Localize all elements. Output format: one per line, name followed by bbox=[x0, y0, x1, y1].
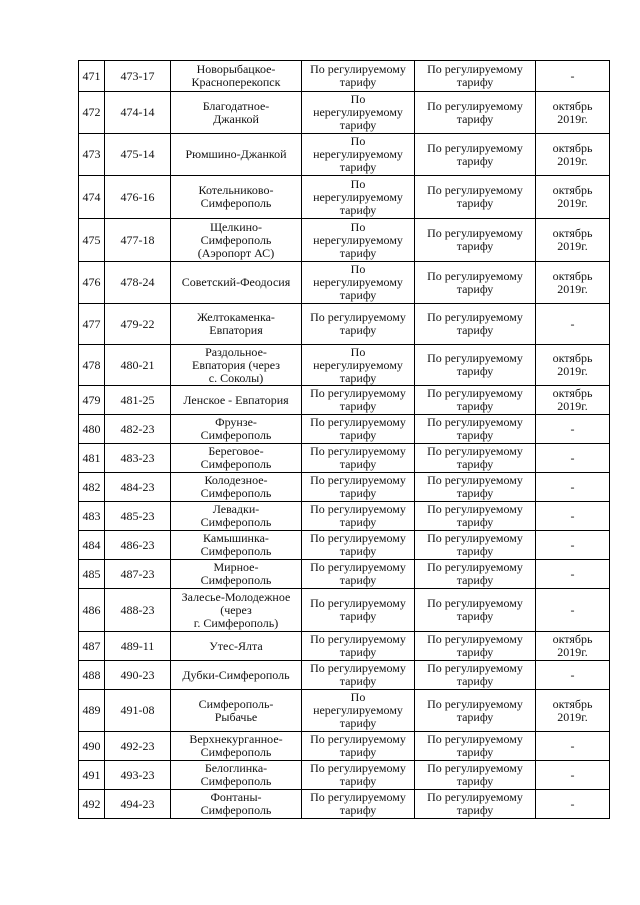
route-name-cell-text: Камышинка- Симферополь bbox=[200, 531, 272, 558]
route-code-cell bbox=[105, 262, 171, 304]
row-number-cell-text: 471 bbox=[82, 68, 101, 83]
table-row bbox=[79, 732, 610, 761]
tariff-b-cell bbox=[415, 345, 536, 386]
date-cell-text: октябрь 2019г. bbox=[552, 268, 593, 296]
route-code-cell-text: 492-23 bbox=[120, 738, 155, 753]
route-name-cell-text: Рюмшино-Джанкой bbox=[185, 147, 287, 161]
route-code-cell bbox=[105, 531, 171, 560]
route-code-cell bbox=[105, 502, 171, 531]
tariff-a-cell-text: По регулируемому тарифу bbox=[310, 386, 406, 413]
tariff-b-cell-text: По регулируемому тарифу bbox=[427, 531, 523, 558]
route-name-cell-text: Белоглинка- Симферополь bbox=[200, 761, 272, 788]
route-name-cell bbox=[171, 444, 302, 473]
table-row bbox=[79, 444, 610, 473]
route-name-cell bbox=[171, 761, 302, 790]
table-row bbox=[79, 502, 610, 531]
routes-table-body bbox=[79, 61, 610, 819]
tariff-b-cell-text: По регулируемому тарифу bbox=[427, 560, 523, 587]
tariff-b-cell bbox=[415, 632, 536, 661]
route-code-cell bbox=[105, 473, 171, 502]
date-cell bbox=[536, 386, 610, 415]
tariff-a-cell-text: По нерегулируемому тарифу bbox=[313, 134, 403, 174]
route-code-cell-text: 485-23 bbox=[120, 508, 155, 523]
tariff-b-cell-text: По регулируемому тарифу bbox=[427, 62, 523, 89]
route-name-cell bbox=[171, 661, 302, 690]
route-code-cell-text: 490-23 bbox=[120, 667, 155, 682]
date-cell-text: октябрь 2019г. bbox=[552, 632, 593, 659]
date-cell bbox=[536, 92, 610, 134]
route-code-cell bbox=[105, 790, 171, 819]
table-row bbox=[79, 345, 610, 386]
date-cell-text: - bbox=[570, 537, 575, 552]
tariff-a-cell bbox=[302, 262, 415, 304]
row-number-cell bbox=[79, 444, 105, 473]
route-code-cell-text: 477-18 bbox=[120, 232, 155, 247]
route-name-cell bbox=[171, 589, 302, 632]
row-number-cell-text: 476 bbox=[82, 275, 101, 289]
tariff-b-cell-text: По регулируемому тарифу bbox=[427, 415, 523, 442]
date-cell-text: - bbox=[570, 479, 575, 494]
row-number-cell bbox=[79, 386, 105, 415]
date-cell-text: октябрь 2019г. bbox=[552, 226, 593, 253]
tariff-b-cell-text: По регулируемому тарифу bbox=[427, 386, 523, 413]
route-code-cell-text: 480-21 bbox=[120, 357, 155, 372]
row-number-cell bbox=[79, 134, 105, 176]
route-name-cell-text: Колодезное- Симферополь bbox=[200, 473, 272, 500]
row-number-cell bbox=[79, 92, 105, 134]
tariff-a-cell-text: По нерегулируемому тарифу bbox=[313, 690, 403, 730]
route-code-cell-text: 486-23 bbox=[120, 537, 155, 552]
route-code-cell-text: 489-11 bbox=[120, 638, 155, 653]
date-cell-text: - bbox=[570, 450, 575, 465]
table-row bbox=[79, 690, 610, 732]
tariff-a-cell-text: По регулируемому тарифу bbox=[310, 790, 406, 817]
table-row bbox=[79, 761, 610, 790]
tariff-b-cell-text: По регулируемому тарифу bbox=[427, 596, 523, 623]
tariff-a-cell bbox=[302, 61, 415, 92]
route-code-cell-text: 479-22 bbox=[120, 316, 155, 331]
route-name-cell-text: Желтокаменка- Евпатория bbox=[197, 310, 275, 337]
row-number-cell bbox=[79, 473, 105, 502]
date-cell bbox=[536, 560, 610, 589]
table-row bbox=[79, 415, 610, 444]
route-code-cell bbox=[105, 345, 171, 386]
tariff-a-cell bbox=[302, 473, 415, 502]
route-name-cell-text: Дубки-Симферополь bbox=[182, 667, 290, 682]
tariff-a-cell-text: По регулируемому тарифу bbox=[310, 473, 406, 500]
tariff-b-cell-text: По регулируемому тарифу bbox=[427, 790, 523, 817]
route-name-cell bbox=[171, 473, 302, 502]
route-code-cell bbox=[105, 92, 171, 134]
row-number-cell-text: 491 bbox=[82, 767, 101, 782]
tariff-b-cell bbox=[415, 134, 536, 176]
route-name-cell-text: Советский-Феодосия bbox=[181, 275, 291, 289]
date-cell-text: - bbox=[570, 508, 575, 523]
route-code-cell-text: 473-17 bbox=[120, 68, 155, 83]
date-cell bbox=[536, 219, 610, 262]
tariff-a-cell bbox=[302, 661, 415, 690]
date-cell bbox=[536, 61, 610, 92]
tariff-b-cell bbox=[415, 444, 536, 473]
tariff-a-cell bbox=[302, 444, 415, 473]
row-number-cell bbox=[79, 61, 105, 92]
tariff-a-cell-text: По регулируемому тарифу bbox=[310, 62, 406, 89]
table-row bbox=[79, 219, 610, 262]
route-code-cell bbox=[105, 176, 171, 219]
row-number-cell bbox=[79, 589, 105, 632]
date-cell-text: - bbox=[570, 738, 575, 753]
route-code-cell bbox=[105, 589, 171, 632]
tariff-a-cell bbox=[302, 531, 415, 560]
tariff-b-cell bbox=[415, 92, 536, 134]
tariff-b-cell bbox=[415, 531, 536, 560]
route-name-cell-text: Раздольное- Евпатория (через с. Соколы) bbox=[191, 344, 281, 385]
table-row bbox=[79, 386, 610, 415]
table-row bbox=[79, 92, 610, 134]
tariff-a-cell bbox=[302, 386, 415, 415]
tariff-b-cell bbox=[415, 61, 536, 92]
tariff-b-cell bbox=[415, 176, 536, 219]
row-number-cell-text: 477 bbox=[82, 316, 101, 331]
route-name-cell-text: Утес-Ялта bbox=[209, 638, 263, 653]
route-code-cell bbox=[105, 732, 171, 761]
route-code-cell bbox=[105, 560, 171, 589]
tariff-a-cell bbox=[302, 415, 415, 444]
date-cell bbox=[536, 502, 610, 531]
route-name-cell-text: Мирное- Симферополь bbox=[200, 560, 272, 587]
table-row bbox=[79, 560, 610, 589]
table-row bbox=[79, 304, 610, 345]
route-name-cell-text: Фонтаны- Симферополь bbox=[200, 790, 272, 817]
tariff-a-cell-text: По регулируемому тарифу bbox=[310, 761, 406, 788]
row-number-cell-text: 478 bbox=[82, 357, 101, 372]
tariff-b-cell bbox=[415, 790, 536, 819]
row-number-cell bbox=[79, 790, 105, 819]
tariff-b-cell bbox=[415, 690, 536, 732]
row-number-cell-text: 485 bbox=[82, 566, 101, 581]
tariff-a-cell bbox=[302, 92, 415, 134]
tariff-a-cell-text: По нерегулируемому тарифу bbox=[313, 92, 403, 132]
tariff-a-cell-text: По регулируемому тарифу bbox=[310, 632, 406, 659]
row-number-cell-text: 489 bbox=[82, 703, 101, 717]
tariff-a-cell-text: По регулируемому тарифу bbox=[310, 596, 406, 623]
row-number-cell bbox=[79, 219, 105, 262]
route-code-cell-text: 484-23 bbox=[120, 479, 155, 494]
row-number-cell bbox=[79, 176, 105, 219]
tariff-b-cell-text: По регулируемому тарифу bbox=[427, 98, 523, 126]
route-code-cell bbox=[105, 661, 171, 690]
route-name-cell bbox=[171, 61, 302, 92]
date-cell-text: - bbox=[570, 566, 575, 581]
tariff-a-cell-text: По регулируемому тарифу bbox=[310, 732, 406, 759]
tariff-a-cell-text: По регулируемому тарифу bbox=[310, 310, 406, 337]
date-cell-text: - bbox=[570, 68, 575, 83]
date-cell bbox=[536, 790, 610, 819]
date-cell bbox=[536, 589, 610, 632]
row-number-cell-text: 492 bbox=[82, 796, 101, 811]
date-cell-text: октябрь 2019г. bbox=[552, 98, 593, 126]
table-row bbox=[79, 632, 610, 661]
row-number-cell-text: 488 bbox=[82, 667, 101, 682]
route-name-cell bbox=[171, 790, 302, 819]
tariff-a-cell-text: По нерегулируемому тарифу bbox=[313, 344, 403, 385]
route-name-cell bbox=[171, 262, 302, 304]
row-number-cell-text: 486 bbox=[82, 602, 101, 617]
tariff-b-cell-text: По регулируемому тарифу bbox=[427, 661, 523, 688]
route-name-cell-text: Котельниково- Симферополь bbox=[198, 183, 274, 210]
date-cell bbox=[536, 444, 610, 473]
table-row bbox=[79, 134, 610, 176]
tariff-a-cell bbox=[302, 345, 415, 386]
table-row bbox=[79, 589, 610, 632]
row-number-cell bbox=[79, 502, 105, 531]
route-name-cell bbox=[171, 732, 302, 761]
tariff-a-cell bbox=[302, 690, 415, 732]
tariff-b-cell-text: По регулируемому тарифу bbox=[427, 444, 523, 471]
date-cell-text: октябрь 2019г. bbox=[552, 696, 593, 724]
tariff-b-cell-text: По регулируемому тарифу bbox=[427, 632, 523, 659]
route-code-cell-text: 482-23 bbox=[120, 421, 155, 436]
tariff-a-cell-text: По регулируемому тарифу bbox=[310, 560, 406, 587]
tariff-a-cell bbox=[302, 219, 415, 262]
row-number-cell bbox=[79, 560, 105, 589]
routes-table bbox=[78, 60, 610, 819]
tariff-a-cell bbox=[302, 761, 415, 790]
route-code-cell bbox=[105, 761, 171, 790]
date-cell bbox=[536, 632, 610, 661]
route-code-cell bbox=[105, 219, 171, 262]
date-cell bbox=[536, 761, 610, 790]
route-name-cell-text: Береговое- Симферополь bbox=[200, 444, 272, 471]
route-name-cell bbox=[171, 345, 302, 386]
tariff-b-cell bbox=[415, 386, 536, 415]
date-cell bbox=[536, 732, 610, 761]
date-cell bbox=[536, 304, 610, 345]
date-cell-text: - bbox=[570, 316, 575, 331]
route-name-cell-text: Щелкино- Симферополь (Аэропорт АС) bbox=[197, 219, 275, 260]
row-number-cell-text: 482 bbox=[82, 479, 101, 494]
route-code-cell bbox=[105, 386, 171, 415]
row-number-cell bbox=[79, 345, 105, 386]
tariff-a-cell-text: По регулируемому тарифу bbox=[310, 502, 406, 529]
route-name-cell bbox=[171, 304, 302, 345]
route-code-cell bbox=[105, 134, 171, 176]
table-row bbox=[79, 176, 610, 219]
tariff-a-cell bbox=[302, 732, 415, 761]
row-number-cell bbox=[79, 262, 105, 304]
tariff-a-cell-text: По нерегулируемому тарифу bbox=[313, 176, 403, 217]
route-name-cell-text: Симферополь- Рыбачье bbox=[198, 696, 274, 724]
row-number-cell-text: 480 bbox=[82, 421, 101, 436]
date-cell bbox=[536, 134, 610, 176]
tariff-b-cell bbox=[415, 589, 536, 632]
route-code-cell bbox=[105, 61, 171, 92]
row-number-cell-text: 481 bbox=[82, 450, 101, 465]
route-code-cell-text: 483-23 bbox=[120, 450, 155, 465]
route-code-cell-text: 481-25 bbox=[120, 392, 155, 407]
route-name-cell bbox=[171, 632, 302, 661]
row-number-cell bbox=[79, 732, 105, 761]
row-number-cell bbox=[79, 661, 105, 690]
row-number-cell bbox=[79, 761, 105, 790]
tariff-a-cell bbox=[302, 632, 415, 661]
route-name-cell-text: Левадки- Симферополь bbox=[200, 502, 272, 529]
row-number-cell bbox=[79, 690, 105, 732]
tariff-a-cell bbox=[302, 304, 415, 345]
date-cell bbox=[536, 176, 610, 219]
row-number-cell-text: 484 bbox=[82, 537, 101, 552]
route-name-cell-text: Новорыбацкое- Красноперекопск bbox=[191, 62, 281, 89]
tariff-b-cell-text: По регулируемому тарифу bbox=[427, 473, 523, 500]
route-name-cell-text: Залесье-Молодежное (через г. Симферополь) bbox=[181, 589, 291, 630]
date-cell bbox=[536, 345, 610, 386]
tariff-b-cell-text: По регулируемому тарифу bbox=[427, 268, 523, 296]
route-code-cell bbox=[105, 632, 171, 661]
date-cell bbox=[536, 473, 610, 502]
route-code-cell-text: 487-23 bbox=[120, 566, 155, 581]
tariff-b-cell bbox=[415, 502, 536, 531]
tariff-a-cell-text: По регулируемому тарифу bbox=[310, 661, 406, 688]
tariff-b-cell bbox=[415, 415, 536, 444]
route-name-cell bbox=[171, 386, 302, 415]
date-cell bbox=[536, 262, 610, 304]
route-code-cell-text: 478-24 bbox=[120, 275, 155, 289]
row-number-cell-text: 487 bbox=[82, 638, 101, 653]
tariff-b-cell bbox=[415, 761, 536, 790]
tariff-b-cell-text: По регулируемому тарифу bbox=[427, 761, 523, 788]
date-cell-text: октябрь 2019г. bbox=[552, 183, 593, 210]
route-code-cell bbox=[105, 304, 171, 345]
table-row bbox=[79, 262, 610, 304]
tariff-b-cell-text: По регулируемому тарифу bbox=[427, 502, 523, 529]
tariff-a-cell bbox=[302, 176, 415, 219]
tariff-a-cell bbox=[302, 589, 415, 632]
tariff-b-cell-text: По регулируемому тарифу bbox=[427, 226, 523, 253]
route-code-cell-text: 491-08 bbox=[120, 703, 155, 717]
route-name-cell bbox=[171, 690, 302, 732]
tariff-a-cell-text: По регулируемому тарифу bbox=[310, 444, 406, 471]
route-name-cell-text: Верхнекурганное- Симферополь bbox=[189, 732, 283, 759]
tariff-a-cell-text: По нерегулируемому тарифу bbox=[313, 219, 403, 260]
tariff-b-cell bbox=[415, 219, 536, 262]
row-number-cell-text: 479 bbox=[82, 392, 101, 407]
date-cell-text: октябрь 2019г. bbox=[552, 386, 593, 413]
tariff-b-cell-text: По регулируемому тарифу bbox=[427, 696, 523, 724]
tariff-a-cell bbox=[302, 134, 415, 176]
date-cell bbox=[536, 661, 610, 690]
tariff-b-cell-text: По регулируемому тарифу bbox=[427, 183, 523, 210]
tariff-a-cell bbox=[302, 502, 415, 531]
route-code-cell-text: 474-14 bbox=[120, 105, 155, 119]
date-cell-text: - bbox=[570, 796, 575, 811]
tariff-a-cell-text: По нерегулируемому тарифу bbox=[313, 262, 403, 302]
route-name-cell bbox=[171, 176, 302, 219]
tariff-a-cell bbox=[302, 790, 415, 819]
route-code-cell-text: 488-23 bbox=[120, 602, 155, 617]
tariff-b-cell bbox=[415, 732, 536, 761]
route-code-cell-text: 493-23 bbox=[120, 767, 155, 782]
route-code-cell-text: 475-14 bbox=[120, 147, 155, 161]
route-name-cell-text: Благодатное- Джанкой bbox=[202, 98, 270, 126]
row-number-cell-text: 473 bbox=[82, 147, 101, 161]
route-code-cell bbox=[105, 444, 171, 473]
route-code-cell bbox=[105, 415, 171, 444]
row-number-cell-text: 490 bbox=[82, 738, 101, 753]
row-number-cell bbox=[79, 304, 105, 345]
route-name-cell bbox=[171, 134, 302, 176]
table-row bbox=[79, 61, 610, 92]
route-name-cell bbox=[171, 219, 302, 262]
route-name-cell bbox=[171, 531, 302, 560]
route-name-cell bbox=[171, 415, 302, 444]
date-cell-text: октябрь 2019г. bbox=[552, 351, 593, 378]
tariff-b-cell-text: По регулируемому тарифу bbox=[427, 310, 523, 337]
table-row bbox=[79, 790, 610, 819]
row-number-cell-text: 474 bbox=[82, 189, 101, 204]
route-name-cell-text: Фрунзе- Симферополь bbox=[200, 415, 272, 442]
route-name-cell-text: Ленское - Евпатория bbox=[183, 392, 289, 407]
row-number-cell bbox=[79, 531, 105, 560]
row-number-cell-text: 483 bbox=[82, 508, 101, 523]
route-code-cell-text: 476-16 bbox=[120, 189, 155, 204]
tariff-a-cell bbox=[302, 560, 415, 589]
date-cell bbox=[536, 531, 610, 560]
date-cell-text: - bbox=[570, 421, 575, 436]
table-row bbox=[79, 531, 610, 560]
tariff-b-cell bbox=[415, 262, 536, 304]
tariff-a-cell-text: По регулируемому тарифу bbox=[310, 415, 406, 442]
route-code-cell-text: 494-23 bbox=[120, 796, 155, 811]
tariff-b-cell bbox=[415, 661, 536, 690]
tariff-b-cell-text: По регулируемому тарифу bbox=[427, 732, 523, 759]
row-number-cell bbox=[79, 632, 105, 661]
table-row bbox=[79, 473, 610, 502]
row-number-cell-text: 475 bbox=[82, 232, 101, 247]
route-code-cell bbox=[105, 690, 171, 732]
tariff-b-cell bbox=[415, 560, 536, 589]
tariff-a-cell-text: По регулируемому тарифу bbox=[310, 531, 406, 558]
date-cell-text: - bbox=[570, 667, 575, 682]
row-number-cell bbox=[79, 415, 105, 444]
route-name-cell bbox=[171, 92, 302, 134]
date-cell-text: - bbox=[570, 602, 575, 617]
tariff-b-cell bbox=[415, 473, 536, 502]
route-name-cell bbox=[171, 560, 302, 589]
date-cell bbox=[536, 690, 610, 732]
row-number-cell-text: 472 bbox=[82, 105, 101, 119]
date-cell-text: октябрь 2019г. bbox=[552, 140, 593, 168]
tariff-b-cell bbox=[415, 304, 536, 345]
tariff-b-cell-text: По регулируемому тарифу bbox=[427, 140, 523, 168]
date-cell-text: - bbox=[570, 767, 575, 782]
table-row bbox=[79, 661, 610, 690]
date-cell bbox=[536, 415, 610, 444]
tariff-b-cell-text: По регулируемому тарифу bbox=[427, 351, 523, 378]
route-name-cell bbox=[171, 502, 302, 531]
